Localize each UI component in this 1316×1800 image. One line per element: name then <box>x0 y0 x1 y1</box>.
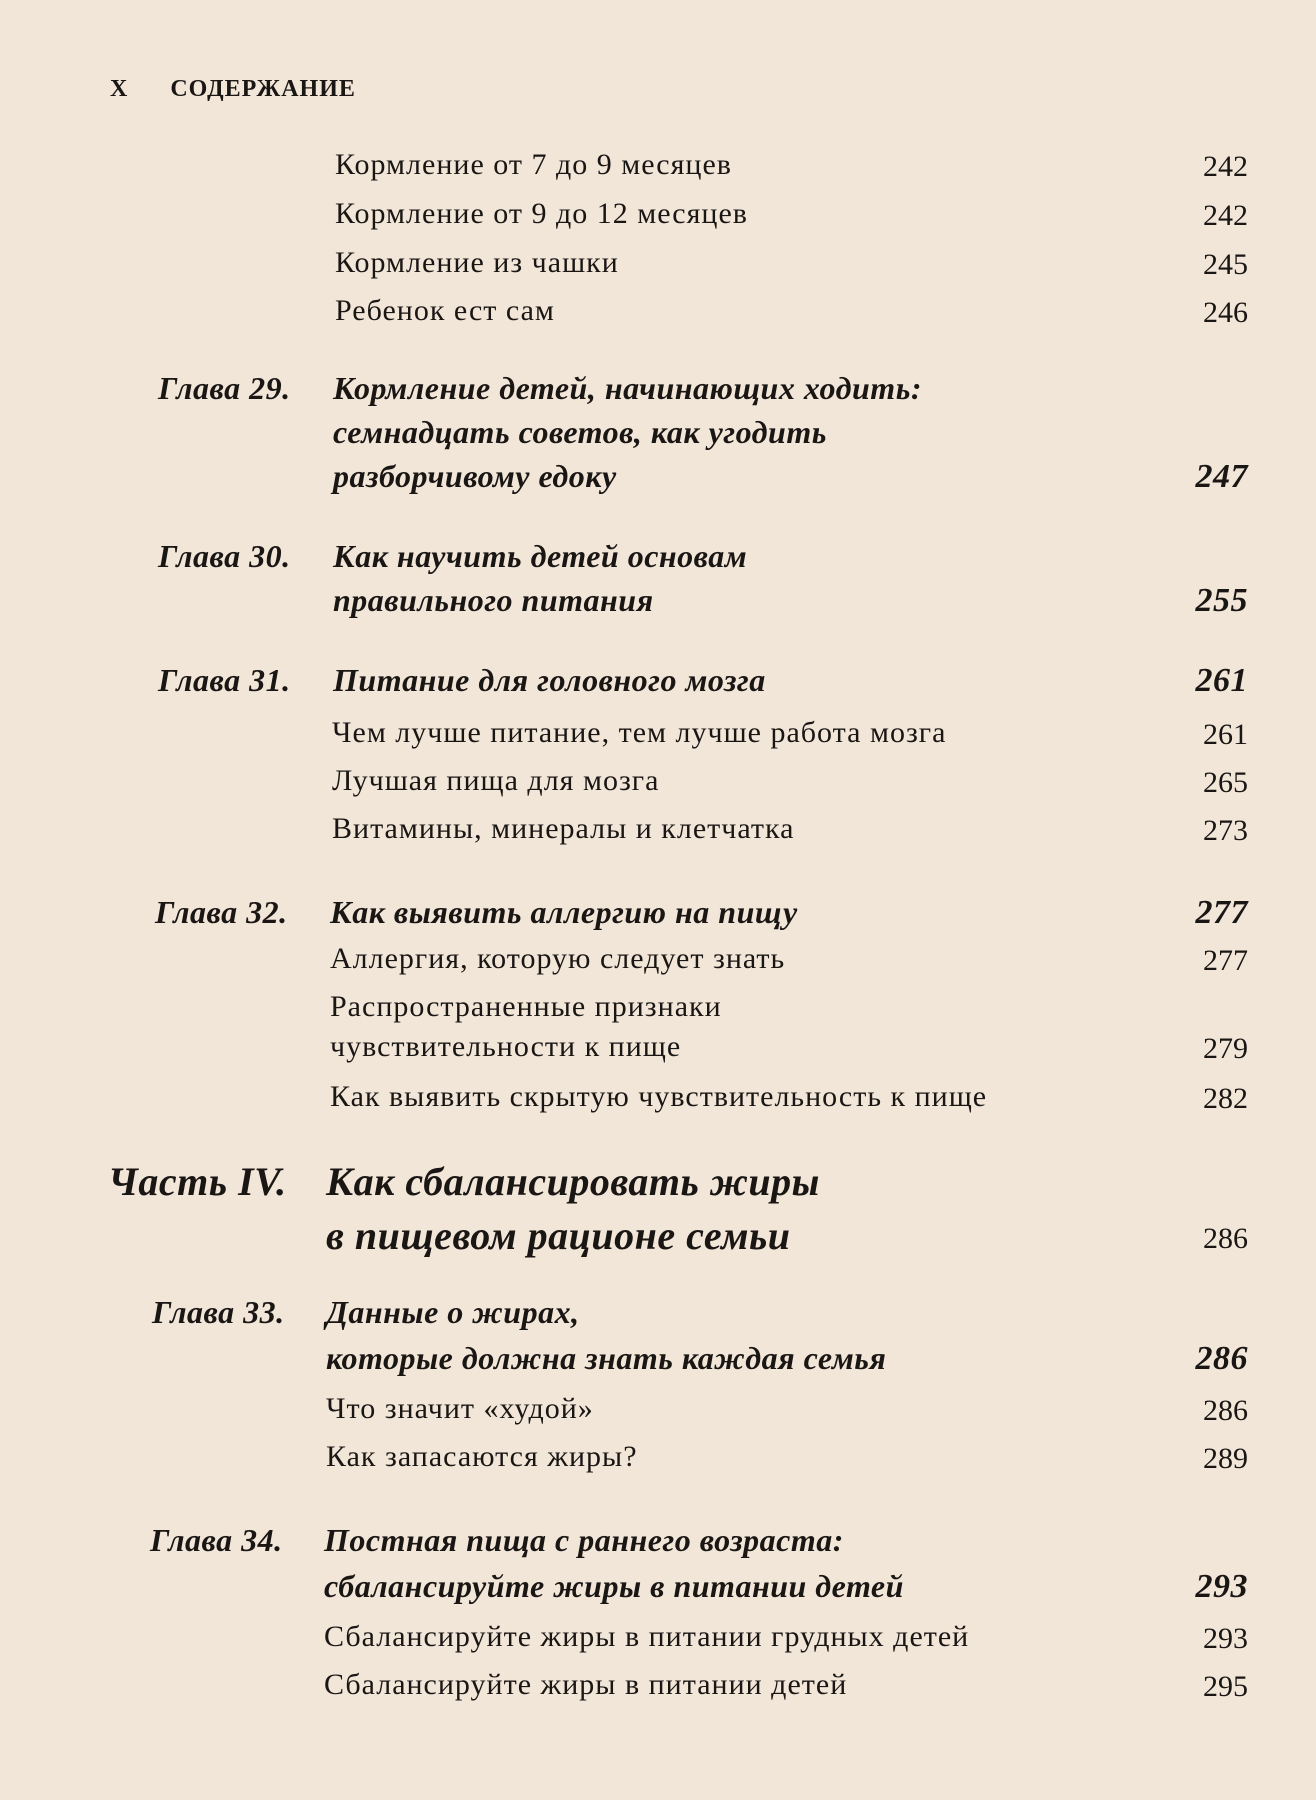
toc-item-page: 282 <box>1203 1082 1248 1115</box>
chapter-label: Глава 31. <box>158 662 291 698</box>
toc-item-title: Чем лучше питание, тем лучше работа мозга <box>332 716 947 749</box>
toc-item-page: 286 <box>1203 1394 1248 1427</box>
toc-item-page: 273 <box>1203 814 1248 847</box>
toc-item-page: 295 <box>1203 1670 1248 1703</box>
chapter-title-line: Как выявить аллергию на пищу <box>330 894 798 930</box>
chapter-title-line: Питание для головного мозга <box>333 662 766 698</box>
chapter-title-line: Постная пища с раннего возраста: <box>324 1522 844 1558</box>
toc-item-page: 245 <box>1203 248 1248 281</box>
chapter-page: 255 <box>1195 582 1248 619</box>
toc-item-title: Что значит «худой» <box>326 1392 594 1425</box>
toc-item-title: Аллергия, которую следует знать <box>330 942 786 975</box>
toc-item-page: 293 <box>1203 1622 1248 1655</box>
toc-item-title: Сбалансируйте жиры в питании грудных детей <box>324 1620 970 1653</box>
chapter-label: Глава 33. <box>152 1294 285 1330</box>
toc-item-title: Сбалансируйте жиры в питании детей <box>324 1668 848 1701</box>
chapter-page: 247 <box>1195 458 1248 495</box>
toc-item-title: Как запасаются жиры? <box>326 1440 638 1473</box>
toc-item-page: 277 <box>1203 944 1248 977</box>
part-title-line: Как сбалансировать жиры <box>326 1159 820 1204</box>
toc-item-page: 279 <box>1203 1032 1248 1065</box>
toc-item-page: 289 <box>1203 1442 1248 1475</box>
chapter-title-line: правильного питания <box>333 582 654 618</box>
chapter-title-line: сбалансируйте жиры в питании детей <box>324 1568 904 1604</box>
toc-item-title: Витамины, минералы и клетчатка <box>332 812 795 845</box>
chapter-title-line: Как научить детей основам <box>333 538 748 574</box>
chapter-page: 261 <box>1195 662 1248 699</box>
toc-item-title: Как выявить скрытую чувствительность к пище <box>330 1080 988 1113</box>
toc-item-page: 242 <box>1203 199 1248 232</box>
page-number-roman: X <box>110 76 129 102</box>
toc-item-title: Кормление от 9 до 12 месяцев <box>335 197 748 230</box>
toc-item-page: 265 <box>1203 766 1248 799</box>
chapter-title-line: Данные о жирах, <box>326 1294 580 1330</box>
toc-item-page: 246 <box>1203 296 1248 329</box>
chapter-label: Глава 29. <box>158 370 291 406</box>
toc-item-title: Распространенные признаки <box>330 990 722 1023</box>
toc-item-title: Кормление из чашки <box>335 246 619 279</box>
chapter-label: Глава 34. <box>150 1522 283 1558</box>
chapter-page: 293 <box>1195 1568 1248 1605</box>
chapter-title-line: семнадцать советов, как угодить <box>333 414 827 450</box>
chapter-page: 286 <box>1195 1340 1248 1377</box>
page-header <box>110 76 356 103</box>
part-page: 286 <box>1203 1222 1248 1255</box>
chapter-title-line: разборчивому едоку <box>333 458 617 494</box>
toc-item-page: 261 <box>1203 718 1248 751</box>
chapter-page: 277 <box>1195 894 1248 931</box>
chapter-title-line: Кормление детей, начинающих ходить: <box>333 370 922 406</box>
chapter-label: Глава 32. <box>155 894 288 930</box>
toc-item-title: Кормление от 7 до 9 месяцев <box>335 148 732 181</box>
chapter-title-line: которые должна знать каждая семья <box>326 1340 887 1376</box>
toc-item-page: 242 <box>1203 150 1248 183</box>
chapter-label: Глава 30. <box>158 538 291 574</box>
toc-item-title: Ребенок ест сам <box>335 294 555 327</box>
toc-item-title: чувствительности к пище <box>330 1030 682 1063</box>
part-title-line: в пищевом рационе семьи <box>326 1213 791 1258</box>
toc-item-title: Лучшая пища для мозга <box>332 764 660 797</box>
part-label: Часть IV. <box>108 1159 287 1204</box>
header-title: СОДЕРЖАНИЕ <box>170 76 356 102</box>
